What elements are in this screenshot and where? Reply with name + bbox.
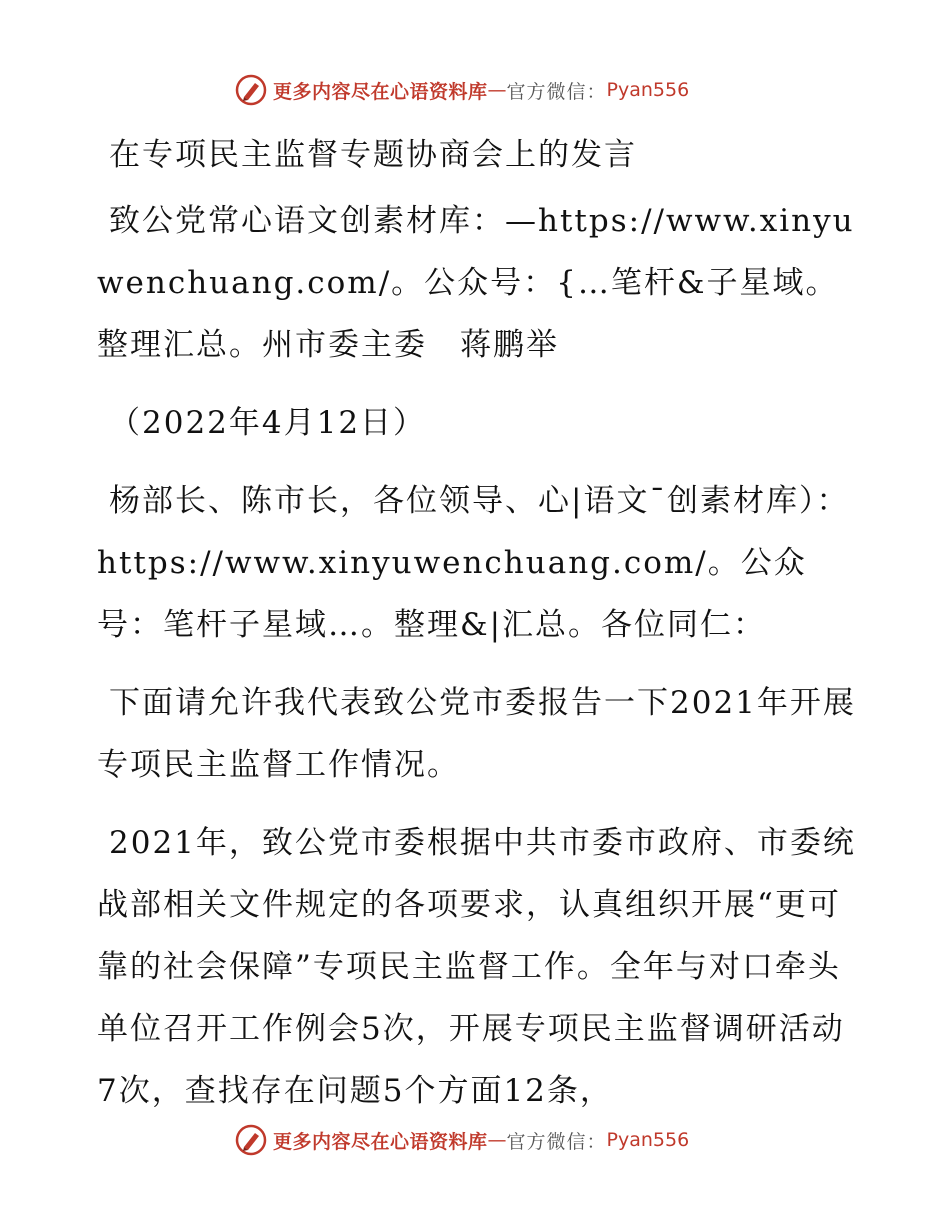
author-line: 致公党常心语文创素材库：—https://www.xinyuwenchuang.com/。公众号：{…笔杆&子星域。整理汇总。州市委主委 蒋鹏举 [97,203,855,363]
banner-wechat-id: Pyan556 [606,79,690,101]
pen-logo-icon [235,1124,267,1156]
banner-dash: — [487,1129,507,1151]
banner-dash: — [487,79,507,101]
banner-wechat-id: Pyan556 [606,1129,690,1151]
intro-paragraph: 下面请允许我代表致公党市委报告一下2021年开展专项民主监督工作情况。 [97,685,856,783]
footer-banner [235,1123,755,1157]
body-paragraph: 2021年，致公党市委根据中共市委市政府、市委统战部相关文件规定的各项要求，认真组织开展“更可靠的社会保障”专项民主监督工作。全年与对口牵头单位召开工作例会5次，开展专项民主监督调研活动7次，查找存在问题5个方面12条， [97,825,856,1109]
banner-wechat-label: 官方微信： [506,1130,607,1153]
document-body [97,124,857,1138]
salutation: 杨部长、陈市长，各位领导、心|语文¯创素材库）：https://www.xinyuwenchuang.com/。公众号：笔杆子星域…。整理&|汇总。各位同仁： [97,483,850,643]
banner-brand-text: 更多内容尽在心语资料库 [273,80,488,103]
document-title: 在专项民主监督专题协商会上的发言 [109,137,637,173]
banner-brand-text: 更多内容尽在心语资料库 [273,1130,488,1153]
header-banner [235,73,755,107]
banner-wechat-label: 官方微信： [506,80,607,103]
date-line: （2022年4月12日） [109,405,427,441]
pen-logo-icon [235,74,267,106]
